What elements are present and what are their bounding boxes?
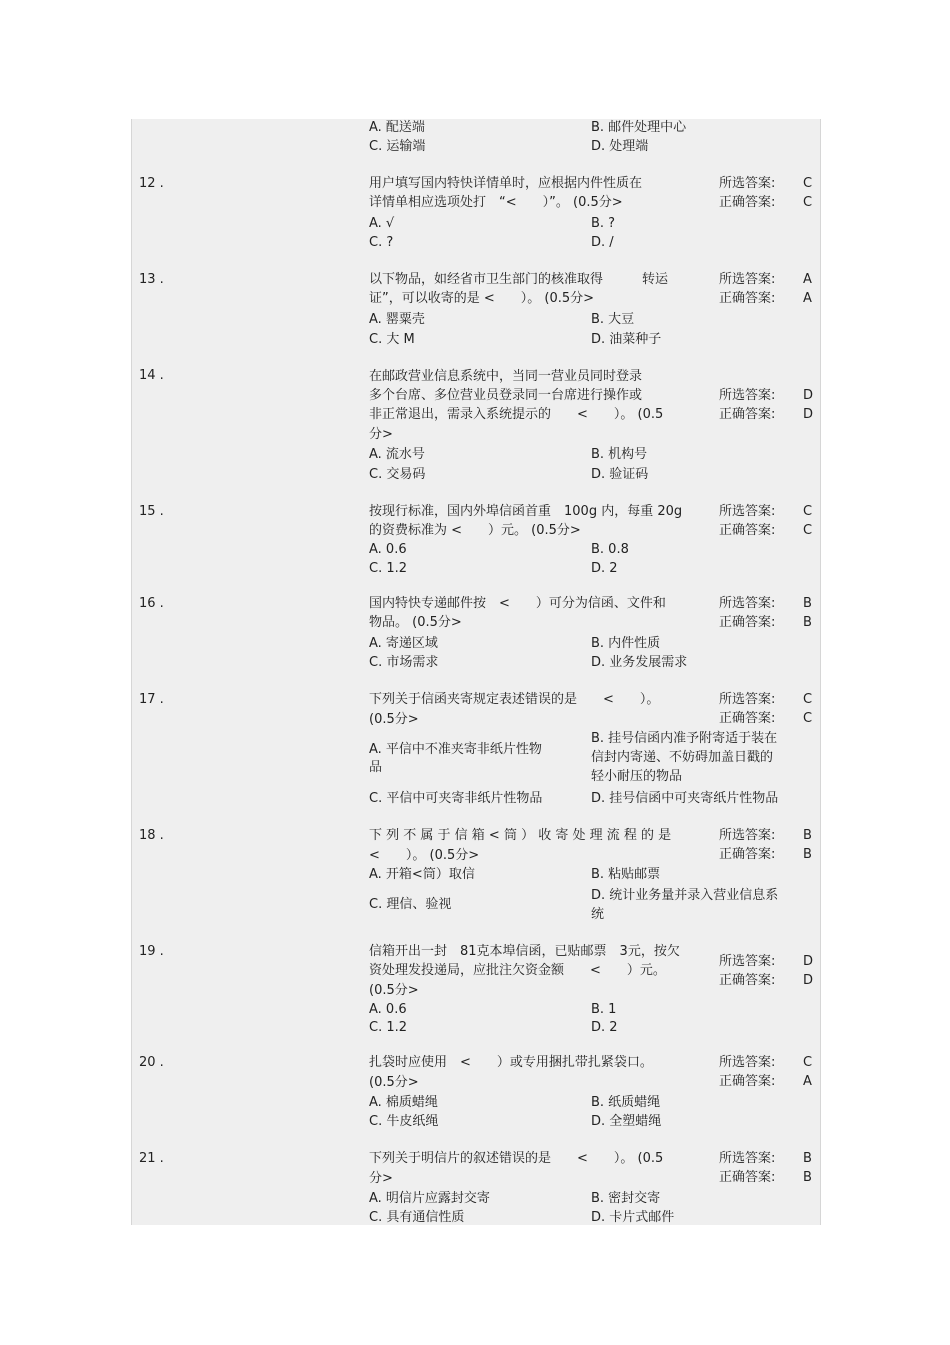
selected-answer-label: 所选答案:	[719, 596, 776, 611]
option-d: D. /	[591, 235, 614, 250]
option-c: C. 市场需求	[369, 655, 439, 670]
question-text: (0.5分>	[369, 712, 419, 727]
option-b: B. ?	[591, 216, 616, 231]
option-a: A. 配送端	[369, 120, 425, 135]
correct-answer: B	[803, 615, 812, 630]
option-a: A. 0.6	[369, 1002, 407, 1017]
selected-answer: C	[803, 692, 813, 707]
option-a: A. √	[369, 216, 395, 231]
question-text: 资处理发投递局，应批注欠资金额 < ）元。	[369, 963, 666, 978]
question-number: 17 .	[139, 692, 164, 707]
question-number: 13 .	[139, 272, 164, 287]
selected-answer-label: 所选答案:	[719, 504, 776, 519]
selected-answer: C	[803, 176, 813, 191]
correct-answer-label: 正确答案:	[719, 1170, 776, 1185]
question-text: 以下物品，如经省市卫生部门的核准取得 转运	[369, 272, 669, 287]
option-d: 统	[591, 907, 605, 922]
option-b: B. 大豆	[591, 312, 635, 327]
option-b: B. 0.8	[591, 542, 629, 557]
option-d: D. 2	[591, 561, 618, 576]
correct-answer: C	[803, 523, 813, 538]
correct-answer: D	[803, 973, 814, 988]
correct-answer-label: 正确答案:	[719, 847, 776, 862]
selected-answer-label: 所选答案:	[719, 272, 776, 287]
option-c: C. 1.2	[369, 561, 408, 576]
question-number: 15 .	[139, 504, 164, 519]
selected-answer: C	[803, 1055, 813, 1070]
option-b: 轻小耐压的物品	[591, 769, 683, 784]
question-text: 非正常退出，需录入系统提示的 < ）。 (0.5	[369, 407, 664, 422]
option-c: C. ?	[369, 235, 394, 250]
option-c: C. 运输端	[369, 139, 426, 154]
selected-answer-label: 所选答案:	[719, 388, 776, 403]
option-c: C. 1.2	[369, 1020, 408, 1035]
correct-answer-label: 正确答案:	[719, 523, 776, 538]
question-text: (0.5分>	[369, 983, 419, 998]
correct-answer: B	[803, 847, 812, 862]
option-c: C. 牛皮纸绳	[369, 1114, 439, 1129]
correct-answer: A	[803, 291, 812, 306]
selected-answer: A	[803, 272, 812, 287]
option-b: 信封内寄递、不妨碍加盖日戳的	[591, 750, 774, 765]
selected-answer-label: 所选答案:	[719, 954, 776, 969]
correct-answer-label: 正确答案:	[719, 407, 776, 422]
question-number: 14 .	[139, 368, 164, 383]
option-b: B. 密封交寄	[591, 1191, 661, 1206]
question-text: 多个台席、多位营业员登录同一台席进行操作或	[369, 388, 643, 403]
question-text: 详情单相应选项处打 “< ）”。 (0.5分>	[369, 195, 623, 210]
option-d: D. 挂号信函中可夹寄纸片性物品	[591, 791, 779, 806]
question-text: 信箱开出一封 81克本埠信函，已贴邮票 3元，按欠	[369, 944, 680, 959]
option-c: C. 大 M	[369, 332, 415, 347]
option-a: A. 明信片应露封交寄	[369, 1191, 490, 1206]
correct-answer: C	[803, 195, 813, 210]
selected-answer-label: 所选答案:	[719, 1055, 776, 1070]
correct-answer: A	[803, 1074, 812, 1089]
question-text: 下 列 不 属 于 信 箱 < 筒 ） 收 寄 处 理 流 程 的 是	[369, 828, 672, 843]
option-a: A. 棉质蜡绳	[369, 1095, 438, 1110]
question-text: 国内特快专递邮件按 < ）可分为信函、文件和	[369, 596, 666, 611]
question-text: 在邮政营业信息系统中，当同一营业员同时登录	[369, 369, 643, 384]
selected-answer: B	[803, 1151, 812, 1166]
question-text: 按现行标准，国内外埠信函首重 100g 内，每重 20g	[369, 504, 683, 519]
question-number: 16 .	[139, 596, 164, 611]
question-text: < ）。 (0.5分>	[369, 848, 480, 863]
option-a: A. 0.6	[369, 542, 407, 557]
option-b: B. 机构号	[591, 447, 648, 462]
question-text: 的资费标准为 < ）元。 (0.5分>	[369, 523, 581, 538]
option-a: 品	[369, 760, 383, 775]
option-b: B. 邮件处理中心	[591, 120, 687, 135]
option-c: C. 具有通信性质	[369, 1210, 465, 1225]
correct-answer: B	[803, 1170, 812, 1185]
option-b: B. 挂号信函内准予附寄适于装在	[591, 731, 778, 746]
question-number: 19 .	[139, 944, 164, 959]
option-b: B. 粘贴邮票	[591, 867, 661, 882]
correct-answer-label: 正确答案:	[719, 291, 776, 306]
selected-answer: C	[803, 504, 813, 519]
correct-answer-label: 正确答案:	[719, 973, 776, 988]
option-d: D. 处理端	[591, 139, 649, 154]
option-d: D. 统计业务量并录入营业信息系	[591, 888, 779, 903]
question-text: 物品。 (0.5分>	[369, 615, 462, 630]
option-c: C. 平信中可夹寄非纸片性物品	[369, 791, 543, 806]
option-a: A. 寄递区域	[369, 636, 438, 651]
correct-answer-label: 正确答案:	[719, 1074, 776, 1089]
option-d: D. 2	[591, 1020, 618, 1035]
option-b: B. 纸质蜡绳	[591, 1095, 661, 1110]
correct-answer-label: 正确答案:	[719, 711, 776, 726]
question-text: 下列关于明信片的叙述错误的是 < ）。 (0.5	[369, 1151, 664, 1166]
question-text: 分>	[369, 1171, 393, 1186]
selected-answer: B	[803, 828, 812, 843]
selected-answer-label: 所选答案:	[719, 692, 776, 707]
question-text: 证”，可以收寄的是 < ）。 (0.5分>	[369, 291, 595, 306]
correct-answer-label: 正确答案:	[719, 195, 776, 210]
option-b: B. 1	[591, 1002, 617, 1017]
option-a: A. 流水号	[369, 447, 425, 462]
question-number: 18 .	[139, 828, 164, 843]
selected-answer-label: 所选答案:	[719, 1151, 776, 1166]
question-text: 分>	[369, 427, 393, 442]
question-number: 20 .	[139, 1055, 164, 1070]
question-number: 21 .	[139, 1151, 164, 1166]
correct-answer: C	[803, 711, 813, 726]
option-d: D. 业务发展需求	[591, 655, 688, 670]
option-d: D. 全塑蜡绳	[591, 1114, 662, 1129]
question-number: 12 .	[139, 176, 164, 191]
option-c: C. 交易码	[369, 467, 426, 482]
question-text: 扎袋时应使用 < ）或专用捆扎带扎紧袋口。	[369, 1055, 653, 1070]
option-d: D. 卡片式邮件	[591, 1210, 675, 1225]
option-b: B. 内件性质	[591, 636, 661, 651]
option-a: A. 平信中不准夹寄非纸片性物	[369, 742, 542, 757]
selected-answer: D	[803, 388, 814, 403]
option-d: D. 验证码	[591, 467, 649, 482]
option-c: C. 理信、验视	[369, 897, 452, 912]
option-a: A. 罂粟壳	[369, 312, 425, 327]
question-text: (0.5分>	[369, 1075, 419, 1090]
selected-answer-label: 所选答案:	[719, 828, 776, 843]
option-d: D. 油菜种子	[591, 332, 662, 347]
selected-answer: B	[803, 596, 812, 611]
correct-answer-label: 正确答案:	[719, 615, 776, 630]
question-text: 下列关于信函夹寄规定表述错误的是 < ）。	[369, 692, 660, 707]
selected-answer-label: 所选答案:	[719, 176, 776, 191]
selected-answer: D	[803, 954, 814, 969]
question-text: 用户填写国内特快详情单时，应根据内件性质在	[369, 176, 643, 191]
option-a: A. 开箱<筒）取信	[369, 867, 475, 882]
correct-answer: D	[803, 407, 814, 422]
